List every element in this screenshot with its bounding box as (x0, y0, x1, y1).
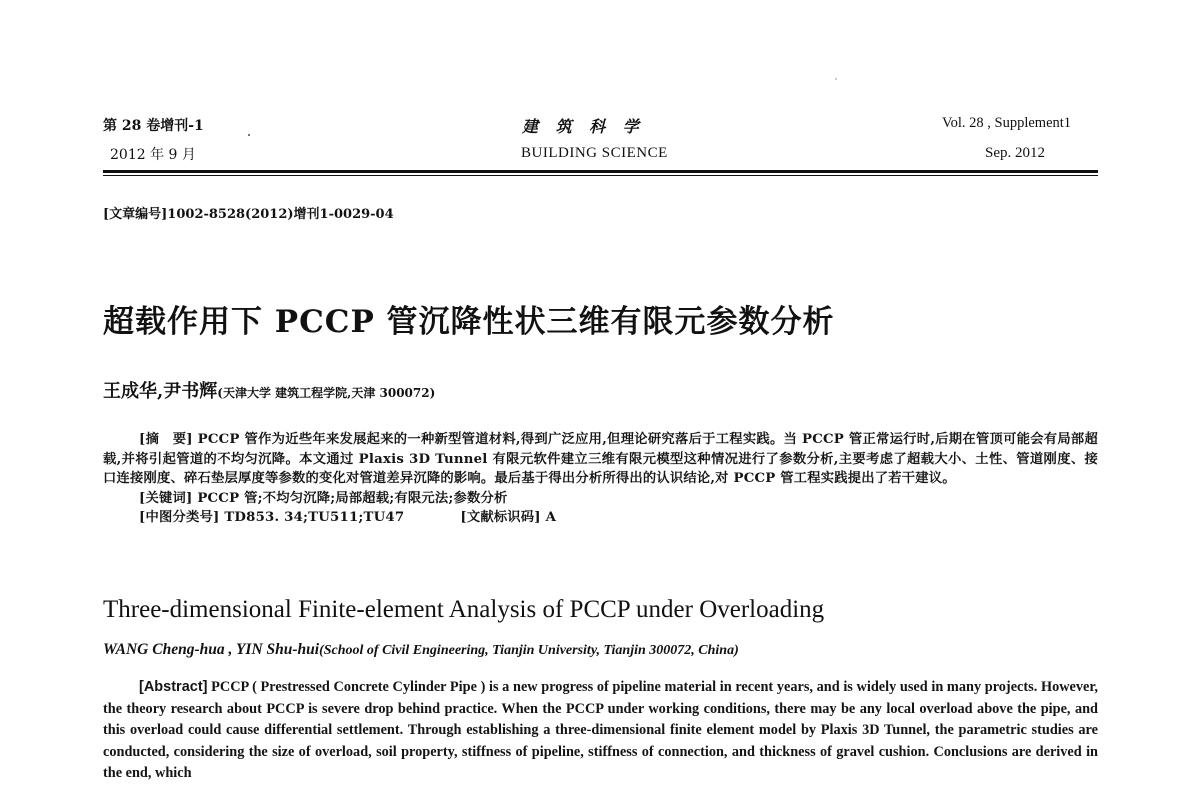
keywords-cn-text: PCCP 管;不均匀沉降;局部超载;有限元法;参数分析 (197, 490, 508, 506)
header-date-en: Sep. 2012 (985, 145, 1045, 161)
header-rule-thin (103, 175, 1098, 176)
abstract-cn (103, 430, 1098, 489)
keywords-cn (103, 489, 1098, 509)
header-volume-en: Vol. 28 , Supplement1 (942, 115, 1072, 131)
header-rule-thick (103, 170, 1098, 173)
title-cn: 超载作用下 PCCP 管沉降性状三维有限元参数分析 (103, 304, 835, 340)
affiliation-cn: (天津大学 建筑工程学院,天津 300072) (217, 386, 436, 400)
authors-en-line (103, 639, 739, 659)
authors-cn: 王成华,尹书辉 (103, 381, 218, 402)
scan-speck (835, 78, 837, 80)
authors-cn-line (103, 377, 435, 403)
header-journal-en: BUILDING SCIENCE (521, 145, 668, 161)
authors-en: WANG Cheng-hua , YIN Shu-hui (103, 641, 320, 658)
classification-line (103, 508, 1098, 528)
header-journal-cn: 建 筑 科 学 (522, 117, 645, 136)
abstract-en-text: PCCP ( Prestressed Concrete Cylinder Pipe ) is a new progress of pipeline material in recent years, and is widely used in many projects. However, the theory research about PCCP is severe drop behind practice. When the PCCP under working conditions, there may be any local overload above the pipe, and this overload could cause differential settlement. Through establishing a three-dimensional finite element model by Plaxis 3D Tunnel, the parametric studies are conducted, considering the size of overload, soil property, stiffness of pipeline, stiffness of connection, and thickness of gravel cushion. Conclusions are derived in the end, which (103, 679, 1098, 781)
classification-value: TD853. 34;TU511;TU47 (224, 510, 405, 525)
abstract-cn-block (103, 430, 1098, 528)
header-date-cn: 2012 年 9 月 (110, 147, 196, 163)
doc-code-value: A (545, 510, 557, 525)
keywords-cn-label: [关键词] (139, 490, 193, 506)
classification-label: [中图分类号] (139, 510, 220, 525)
abstract-cn-text: PCCP 管作为近些年来发展起来的一种新型管道材料,得到广泛应用,但理论研究落后于工程实践。当 PCCP 管正常运行时,后期在管顶可能会有局部超载,并将引起管道的不均匀沉降。本文通过 Plaxis 3D Tunnel 有限元软件建立三维有限元模型这种情况进行了参数分析,主要考虑了超载大小、土性、管道刚度、接口连接刚度、碎石垫层厚度等参数的变化对管道差异沉降的影响。最后基于得出分析所得出的认识结论,对 PCCP 管工程实践提出了若干建议。 (103, 432, 1098, 486)
article-number: [文章编号]1002-8528(2012)增刊1-0029-04 (103, 207, 394, 222)
doc-code-label: [文献标识码] (460, 510, 541, 525)
scan-speck (248, 134, 250, 136)
affiliation-en: (School of Civil Engineering, Tianjin University, Tianjin 300072, China) (319, 643, 739, 658)
abstract-en-label: [Abstract] (139, 679, 208, 695)
abstract-cn-label: [摘 要] (139, 432, 193, 447)
title-en: Three-dimensional Finite-element Analysis of PCCP under Overloading (103, 596, 825, 623)
abstract-en (103, 677, 1098, 785)
header-volume-cn: 第 28 卷增刊-1 (103, 118, 204, 134)
